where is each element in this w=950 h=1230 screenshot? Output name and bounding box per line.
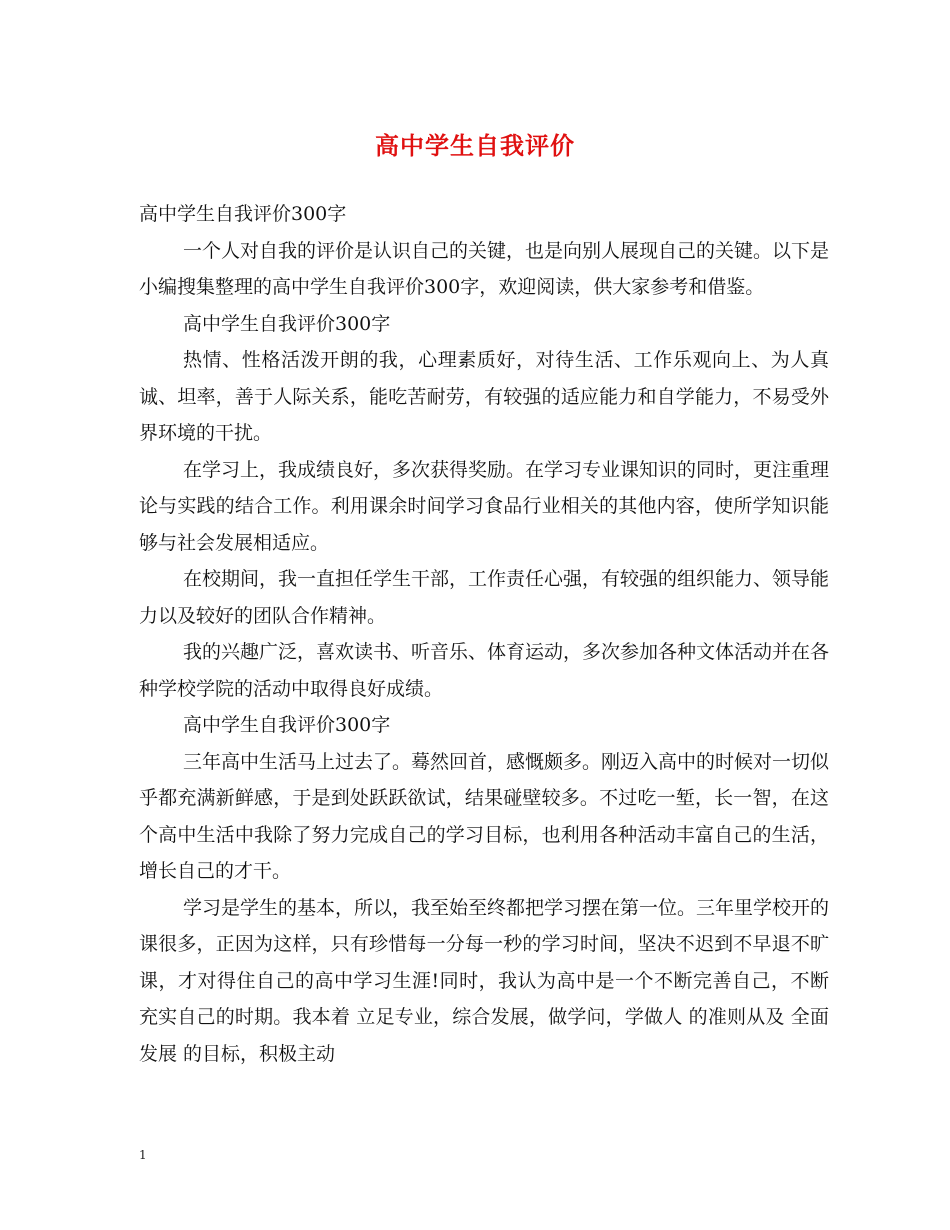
paragraph: 在校期间，我一直担任学生干部，工作责任心强，有较强的组织能力、领导能力以及较好的团队合作精神。 <box>139 568 830 627</box>
paragraph: 我的兴趣广泛，喜欢读书、听音乐、体育运动，多次参加各种文体活动并在各种学校学院的活动中取得良好成绩。 <box>139 641 830 700</box>
document-body <box>139 196 829 1072</box>
paragraph: 三年高中生活马上过去了。蓦然回首，感慨颇多。刚迈入高中的时候对一切似乎都充满新鲜感，于是到处跃跃欲试，结果碰壁较多。不过吃一堑，长一智，在这个高中生活中我除了努力完成自己的学习目标，也利用各种活动丰富自己的生活，增长自己的才干。 <box>139 750 830 882</box>
paragraph: 热情、性格活泼开朗的我，心理素质好，对待生活、工作乐观向上、为人真诚、坦率，善于人际关系，能吃苦耐劳，有较强的适应能力和自学能力，不易受外界环境的干扰。 <box>139 349 829 444</box>
paragraph: 高中学生自我评价300字 <box>183 312 391 335</box>
paragraph: 学习是学生的基本，所以，我至始至终都把学习摆在第一位。三年里学校开的课很多，正因为这样，只有珍惜每一分每一秒的学习时间，坚决不迟到不早退不旷课，才对得住自己的高中学习生涯!同时，我认为高中是一个不断完善自己，不断充实自己的时期。我本着 立足专业，综合发展，做学问，学做人 的准则从及 全面发展 的目标，积极主动 <box>139 896 830 1065</box>
paragraph: 一个人对自我的评价是认识自己的关键，也是向别人展现自己的关键。以下是小编搜集整理的高中学生自我评价300字，欢迎阅读，供大家参考和借鉴。 <box>139 239 830 298</box>
paragraph: 在学习上，我成绩良好，多次获得奖励。在学习专业课知识的同时，更注重理论与实践的结合工作。利用课余时间学习食品行业相关的其他内容，使所学知识能够与社会发展相适应。 <box>139 458 830 554</box>
paragraph: 高中学生自我评价300字 <box>183 714 391 736</box>
paragraph: 高中学生自我评价300字 <box>139 203 347 225</box>
document-title: 高中学生自我评价 <box>375 131 575 160</box>
page-number: 1 <box>139 1148 147 1162</box>
